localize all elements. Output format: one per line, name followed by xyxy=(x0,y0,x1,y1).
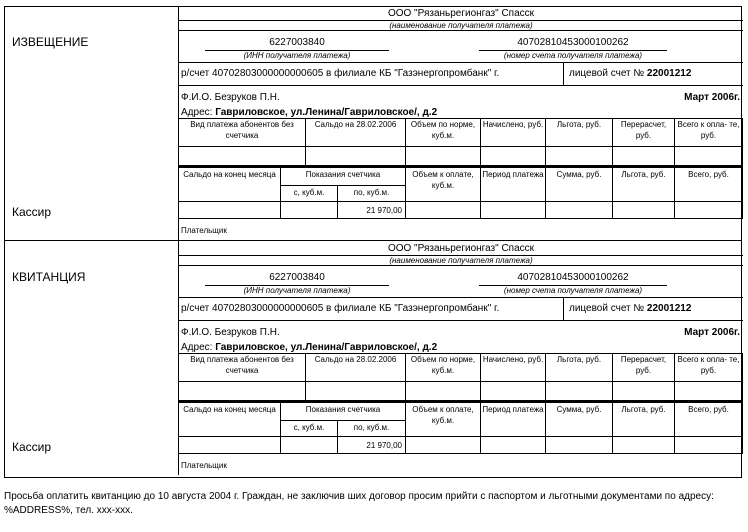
account-caption: (номер счета получателя платежа) xyxy=(503,286,643,295)
inn-value: 6227003840 xyxy=(269,272,325,283)
recipient-name: ООО "Рязаньрегионгаз" Спасск xyxy=(387,243,535,254)
table1-data-cell xyxy=(306,382,406,401)
table2-data-cell xyxy=(281,437,338,454)
table2-data-cell xyxy=(546,437,613,454)
table1-data-cell xyxy=(481,382,546,401)
table2-header-volume: Объем к оплате, куб.м. xyxy=(406,403,481,437)
table2-data-cell xyxy=(481,437,546,454)
table1-header-cell: Льгота, руб. xyxy=(546,118,613,147)
table2-header-from: с, куб.м. xyxy=(281,421,338,437)
table1-header-cell: Всего к опла- те, руб. xyxy=(675,353,743,382)
table2-header-total: Всего, руб. xyxy=(675,168,743,202)
receipt-section xyxy=(4,240,742,475)
table2-header-benefit: Льгота, руб. xyxy=(613,168,675,202)
table1-data-cell xyxy=(546,147,613,166)
table1-header-cell: Сальдо на 28.02.2006 xyxy=(306,353,406,382)
payer-fio: Ф.И.О. Безруков П.Н. xyxy=(181,92,280,103)
inn-value: 6227003840 xyxy=(269,37,325,48)
receipt-body xyxy=(178,6,743,240)
table1-data-cell xyxy=(179,147,306,166)
table2-data-cell xyxy=(406,202,481,219)
recipient-caption: (наименование получателя платежа) xyxy=(389,256,533,265)
table1-header-cell: Льгота, руб. xyxy=(546,353,613,382)
payer-signature-label: Плательщик xyxy=(181,461,227,470)
table2-data-cell: 21 970,00 xyxy=(338,437,406,454)
table1-data-cell xyxy=(546,382,613,401)
inn-caption: (ИНН получателя платежа) xyxy=(243,286,351,295)
table1-data-cell xyxy=(613,382,675,401)
table2-data-cell xyxy=(675,437,743,454)
table2-header-saldo: Сальдо на конец месяца xyxy=(179,168,281,202)
table2-data-cell xyxy=(281,202,338,219)
cashier-label: Кассир xyxy=(12,205,52,219)
table1-header-cell: Объем по норме, куб.м. xyxy=(406,118,481,147)
table2-data-cell xyxy=(613,437,675,454)
table1-header-cell: Вид платежа абонентов без счетчика xyxy=(179,353,306,382)
table2-data-cell: 21 970,00 xyxy=(338,202,406,219)
table1-data-cell xyxy=(406,382,481,401)
table2-header-readings: Показания счетчика xyxy=(281,168,406,186)
receipt-type-label: КВИТАНЦИЯ xyxy=(12,270,86,284)
table2-data-cell xyxy=(675,202,743,219)
table2-header-period: Период платежа xyxy=(481,168,546,202)
payer-address: Адрес: Гавриловское, ул.Ленина/Гавриловское/, д.2 xyxy=(181,342,438,353)
account-caption: (номер счета получателя платежа) xyxy=(503,51,643,60)
table2-data-cell xyxy=(406,437,481,454)
payer-fio: Ф.И.О. Безруков П.Н. xyxy=(181,327,280,338)
table1-header-cell: Сальдо на 28.02.2006 xyxy=(306,118,406,147)
table2-header-sum: Сумма, руб. xyxy=(546,168,613,202)
table1-header-cell: Начислено, руб. xyxy=(481,353,546,382)
billing-period: Март 2006г. xyxy=(684,327,740,338)
billing-period: Март 2006г. xyxy=(684,92,740,103)
table1-header-cell: Начислено, руб. xyxy=(481,118,546,147)
table2-data-cell xyxy=(179,202,281,219)
table1-data-cell xyxy=(675,382,743,401)
table2-header-saldo: Сальдо на конец месяца xyxy=(179,403,281,437)
table1-header-cell: Объем по норме, куб.м. xyxy=(406,353,481,382)
account-value: 40702810453000100262 xyxy=(517,37,629,48)
table1-header-cell: Всего к опла- те, руб. xyxy=(675,118,743,147)
payer-signature-label: Плательщик xyxy=(181,226,227,235)
table1-data-cell xyxy=(406,147,481,166)
table2-data-cell xyxy=(481,202,546,219)
inn-caption: (ИНН получателя платежа) xyxy=(243,51,351,60)
recipient-caption: (наименование получателя платежа) xyxy=(389,21,533,30)
footer-note: Просьба оплатить квитанцию до 10 августа 2004 г. Граждан, не заключив ших договор просим прийти с паспортом и льготными документами по адресу: %ADDRESS%, тел. xxx-xxx. xyxy=(4,491,714,516)
recipient-name: ООО "Рязаньрегионгаз" Спасск xyxy=(387,8,535,19)
table2-data-cell xyxy=(179,437,281,454)
personal-account: лицевой счет № 22001212 xyxy=(569,68,692,79)
receipt-body xyxy=(178,241,743,475)
bank-details: р/счет 40702803000000000605 в филиале КБ "Газэнергопромбанк" г. xyxy=(181,303,500,314)
receipt-type-label: ИЗВЕЩЕНИЕ xyxy=(12,35,89,49)
table2-header-to: по, куб.м. xyxy=(338,186,406,202)
cashier-label: Кассир xyxy=(12,440,52,454)
table2-header-benefit: Льгота, руб. xyxy=(613,403,675,437)
table2-header-to: по, куб.м. xyxy=(338,421,406,437)
table1-header-cell: Перерасчет, руб. xyxy=(613,118,675,147)
table1-data-cell xyxy=(179,382,306,401)
table1-data-cell xyxy=(675,147,743,166)
notice-section xyxy=(4,6,742,240)
table1-header-cell: Перерасчет, руб. xyxy=(613,353,675,382)
table1-header-cell: Вид платежа абонентов без счетчика xyxy=(179,118,306,147)
personal-account: лицевой счет № 22001212 xyxy=(569,303,692,314)
table2-data-cell xyxy=(613,202,675,219)
payer-address: Адрес: Гавриловское, ул.Ленина/Гавриловское/, д.2 xyxy=(181,107,438,118)
table1-data-cell xyxy=(481,147,546,166)
table2-header-readings: Показания счетчика xyxy=(281,403,406,421)
table2-header-period: Период платежа xyxy=(481,403,546,437)
table1-data-cell xyxy=(306,147,406,166)
bank-details: р/счет 40702803000000000605 в филиале КБ "Газэнергопромбанк" г. xyxy=(181,68,500,79)
table2-header-total: Всего, руб. xyxy=(675,403,743,437)
table2-header-volume: Объем к оплате, куб.м. xyxy=(406,168,481,202)
table2-header-sum: Сумма, руб. xyxy=(546,403,613,437)
table2-data-cell xyxy=(546,202,613,219)
account-value: 40702810453000100262 xyxy=(517,272,629,283)
table2-header-from: с, куб.м. xyxy=(281,186,338,202)
table1-data-cell xyxy=(613,147,675,166)
